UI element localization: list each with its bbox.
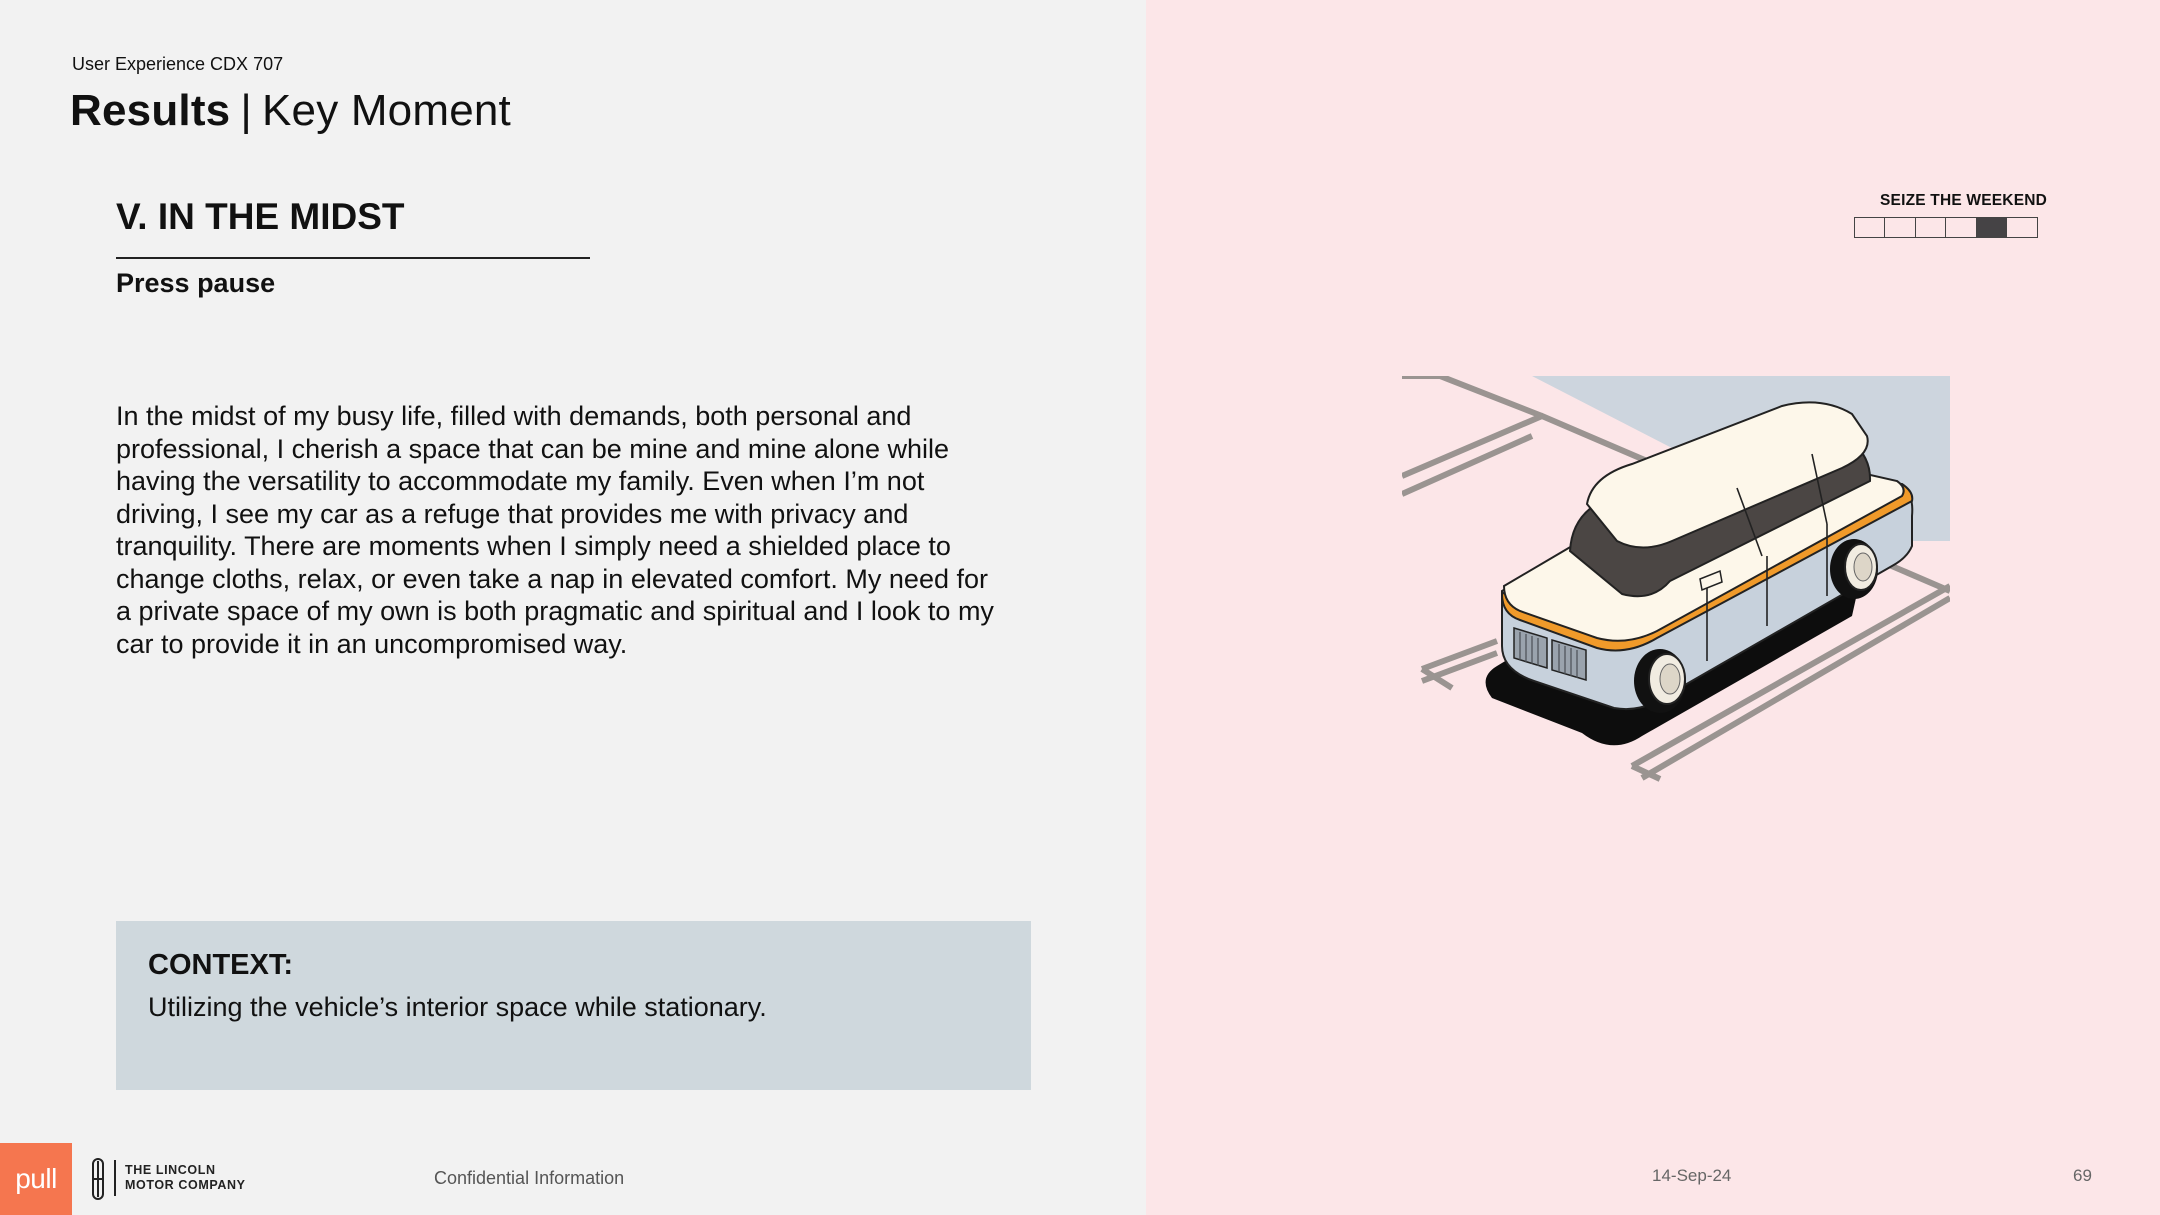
progress-tracker [1855,217,2038,238]
progress-step-1 [1854,217,1886,238]
progress-step-6 [2006,217,2038,238]
progress-step-5 [1976,217,2008,238]
lincoln-brand-name [125,1163,246,1193]
brand-divider [114,1160,116,1196]
brand-line-2: MOTOR COMPANY [125,1178,246,1192]
progress-step-2 [1884,217,1916,238]
context-label: CONTEXT: [148,949,293,981]
lincoln-star-icon [90,1158,106,1200]
pull-logo: pull [0,1143,72,1215]
parked-car-illustration [1402,376,1950,806]
progress-label: SEIZE THE WEEKEND [1880,192,2048,209]
page-title-light: Key Moment [261,86,511,135]
section-subheading: Press pause [116,268,276,298]
context-text: Utilizing the vehicle’s interior space while stationary. [148,992,767,1022]
brand-line-1: THE LINCOLN [125,1163,216,1177]
footer-date: 14-Sep-24 [1652,1166,1732,1185]
page-title-bold: Results [70,86,231,135]
page-title [70,86,511,136]
course-label: User Experience CDX 707 [72,54,284,74]
progress-step-4 [1945,217,1977,238]
page-number: 69 [2073,1166,2092,1185]
section-heading: V. IN THE MIDST [116,196,405,237]
progress-step-3 [1915,217,1947,238]
context-box [116,921,1031,1090]
confidential-notice: Confidential Information [434,1168,625,1188]
page-title-separator: | [240,86,252,135]
heading-divider [116,257,590,259]
section-body-text: In the midst of my busy life, filled with demands, both personal and professional, I cherish a space that can be mine and mine alone while having the versatility to accommodate my family. Even when I’m not driving, I see my car as a refuge that provides me with privacy and tranquility. There are moments when I simply need a shielded place to change cloths, relax, or even take a nap in elevated comfort. My need for a private space of my own is both pragmatic and spiritual and I look to my car to provide it in an uncompromised way. [116,401,994,659]
